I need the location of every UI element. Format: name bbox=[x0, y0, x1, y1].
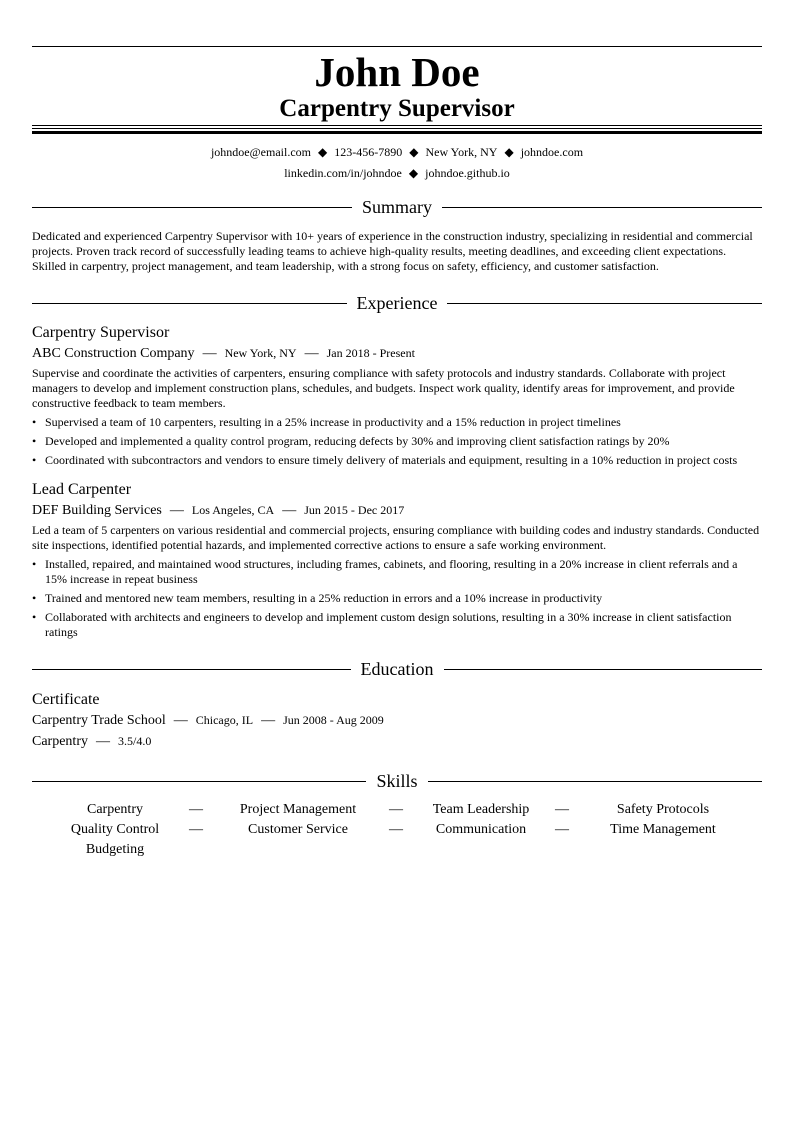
job-company: ABC Construction Company bbox=[32, 346, 195, 361]
job-description: Led a team of 5 carpenters on various residential and commercial projects, ensuring compliance with building codes and industry standards. Conducted site inspections, identified potential hazards, and implemented corrective actions to ensure a safe working environment. bbox=[32, 523, 760, 552]
section-title-summary: Summary bbox=[362, 197, 432, 217]
resume-page bbox=[32, 46, 762, 860]
section-title-skills: Skills bbox=[376, 771, 418, 791]
contact-block bbox=[32, 142, 762, 184]
edu-field-line bbox=[32, 731, 762, 752]
job-location: New York, NY bbox=[224, 346, 297, 360]
list-item: • Installed, repaired, and maintained wood structures, including frames, cabinets, and flooring, resulting in a 20% increase in client referrals and a 15% increase in repeat business bbox=[32, 557, 738, 586]
contact-line-1 bbox=[32, 142, 762, 163]
job-meta bbox=[32, 343, 762, 364]
edu-location: Chicago, IL bbox=[195, 713, 254, 727]
experience-entry bbox=[32, 323, 762, 468]
job-dates: Jun 2015 - Dec 2017 bbox=[304, 503, 405, 517]
job-company: DEF Building Services bbox=[32, 503, 162, 518]
job-role: Carpentry Supervisor bbox=[32, 324, 170, 341]
diamond-icon: ◆ bbox=[504, 145, 514, 159]
bullet-icon: • bbox=[32, 591, 37, 605]
skills-row bbox=[32, 820, 762, 840]
skill-item: Time Management bbox=[610, 822, 716, 837]
dash-separator: — bbox=[304, 346, 319, 361]
skill-item: Carpentry bbox=[87, 802, 143, 817]
skill-item: Project Management bbox=[239, 802, 357, 817]
job-meta bbox=[32, 500, 762, 521]
list-item: • Supervised a team of 10 carpenters, resulting in a 25% increase in productivity and a 15% reduction in project timelines bbox=[32, 415, 621, 429]
edu-degree: Certificate bbox=[32, 691, 100, 708]
skill-item: Quality Control bbox=[70, 822, 160, 837]
section-header-skills bbox=[32, 768, 762, 794]
job-bullets bbox=[32, 557, 762, 640]
section-title-experience: Experience bbox=[356, 293, 438, 313]
edu-gpa: 3.5/4.0 bbox=[117, 734, 152, 748]
edu-school: Carpentry Trade School bbox=[32, 713, 166, 728]
dash-separator: — bbox=[389, 822, 403, 837]
dash-separator: — bbox=[389, 802, 403, 817]
contact-linkedin[interactable]: linkedin.com/in/johndoe bbox=[284, 166, 402, 180]
header-rules bbox=[32, 125, 762, 134]
dash-separator: — bbox=[169, 503, 184, 518]
diamond-icon: ◆ bbox=[409, 145, 419, 159]
contact-email[interactable]: johndoe@email.com bbox=[210, 145, 311, 159]
bullet-icon: • bbox=[32, 415, 37, 429]
dash-separator: — bbox=[189, 822, 203, 837]
bullet-icon: • bbox=[32, 557, 37, 571]
section-header-education bbox=[32, 656, 762, 682]
summary-text: Dedicated and experienced Carpentry Supervisor with 10+ years of experience in the construction industry, specializing in residential and commercial projects. Proven track record of successfully leading teams to achieve high-quality results, meeting deadlines, and exceeding client expectations. Skilled in carpentry, project management, and team leadership, with a strong focus on safety, efficiency, and customer satisfaction. bbox=[32, 229, 753, 273]
list-item: • Collaborated with architects and engineers to develop and implement custom design solutions, resulting in a 30% increase in client satisfaction ratings bbox=[32, 610, 732, 639]
contact-location: New York, NY bbox=[425, 145, 498, 159]
skill-item: Communication bbox=[435, 822, 527, 837]
job-role: Lead Carpenter bbox=[32, 481, 132, 498]
edu-field: Carpentry bbox=[32, 734, 88, 749]
skill-item: Team Leadership bbox=[432, 802, 530, 817]
job-dates: Jan 2018 - Present bbox=[326, 346, 415, 360]
dash-separator: — bbox=[202, 346, 217, 361]
section-header-experience bbox=[32, 290, 762, 316]
education-entry bbox=[32, 690, 762, 752]
diamond-icon: ◆ bbox=[408, 166, 419, 180]
header-top-rule bbox=[32, 46, 762, 47]
candidate-name: John Doe bbox=[314, 49, 480, 95]
dash-separator: — bbox=[555, 802, 569, 817]
contact-line-2 bbox=[32, 163, 762, 184]
bullet-icon: • bbox=[32, 434, 37, 448]
edu-dates: Jun 2008 - Aug 2009 bbox=[283, 713, 384, 727]
contact-website[interactable]: johndoe.com bbox=[520, 145, 584, 159]
list-item: • Trained and mentored new team members, resulting in a 25% reduction in errors and a 10% increase in productivity bbox=[32, 591, 603, 605]
list-item: • Coordinated with subcontractors and vendors to ensure timely delivery of materials and equipment, resulting in a 10% reduction in project costs bbox=[32, 453, 738, 467]
skill-item: Budgeting bbox=[85, 842, 145, 857]
candidate-title: Carpentry Supervisor bbox=[279, 95, 515, 122]
experience-entry bbox=[32, 480, 762, 640]
dash-separator: — bbox=[555, 822, 569, 837]
dash-separator: — bbox=[95, 734, 110, 749]
dash-separator: — bbox=[282, 503, 297, 518]
list-item: • Developed and implemented a quality control program, reducing defects by 30% and improving client satisfaction ratings by 20% bbox=[32, 434, 670, 448]
skills-grid bbox=[32, 800, 762, 860]
section-header-summary bbox=[32, 194, 762, 220]
skill-item: Safety Protocols bbox=[616, 802, 710, 817]
dash-separator: — bbox=[261, 713, 276, 728]
dash-separator: — bbox=[173, 713, 188, 728]
skills-row bbox=[32, 800, 762, 820]
edu-meta bbox=[32, 710, 762, 731]
skills-row bbox=[32, 840, 762, 860]
job-description: Supervise and coordinate the activities of carpenters, ensuring compliance with safety protocols and industry standards. Collaborate with project managers to develop and implement construction plans, schedules, and budgets. Inspect work quality, identify areas for improvement, and provide constructive feedback to team members. bbox=[32, 366, 735, 410]
diamond-icon: ◆ bbox=[317, 145, 328, 159]
contact-phone[interactable]: 123-456-7890 bbox=[334, 145, 403, 159]
section-title-education: Education bbox=[360, 659, 434, 679]
bullet-icon: • bbox=[32, 610, 37, 624]
job-bullets bbox=[32, 415, 762, 468]
skill-item: Customer Service bbox=[248, 822, 348, 837]
job-location: Los Angeles, CA bbox=[191, 503, 275, 517]
contact-github[interactable]: johndoe.github.io bbox=[425, 166, 510, 180]
dash-separator: — bbox=[189, 802, 203, 817]
bullet-icon: • bbox=[32, 453, 37, 467]
